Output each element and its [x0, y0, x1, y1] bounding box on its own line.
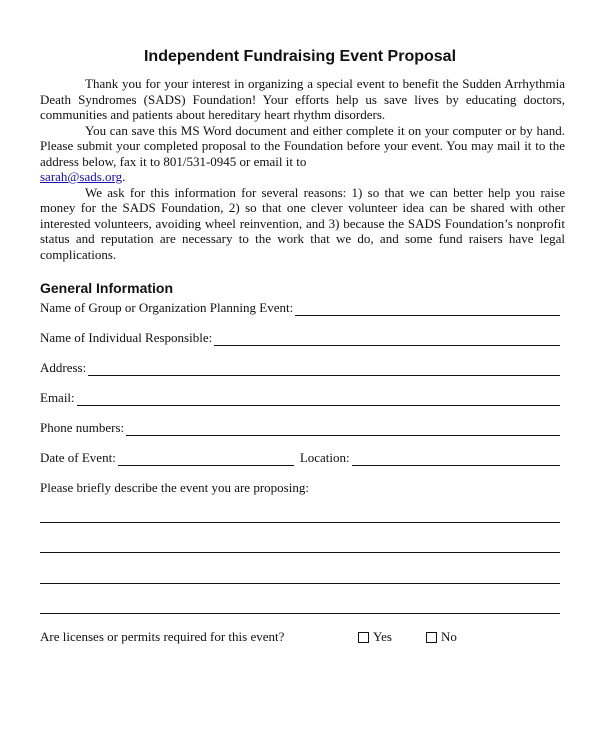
email-field[interactable] — [40, 388, 560, 406]
phone-field[interactable] — [40, 418, 560, 436]
address-field[interactable] — [40, 358, 560, 376]
date-location-field[interactable] — [40, 448, 560, 466]
no-label: No — [441, 629, 457, 644]
address-line[interactable] — [88, 363, 560, 376]
checkbox-icon[interactable] — [426, 632, 437, 643]
description-line[interactable] — [40, 522, 560, 523]
licenses-question: Are licenses or permits required for this event? — [40, 629, 285, 644]
intro-paragraph-1: Thank you for your interest in organizing a special event to benefit the Sudden Arrhythmia Death Syndromes (SADS) Foundation! Your efforts help us save lives by educating doctors, communities and patients about hereditary heart rhythm disorders. — [40, 76, 565, 122]
general-information-heading: General Information — [40, 280, 174, 296]
describe-label: Please briefly describe the event you are proposing: — [40, 480, 309, 495]
date-line[interactable] — [118, 453, 294, 466]
group-name-line[interactable] — [295, 303, 560, 316]
document-title: Independent Fundraising Event Proposal — [143, 48, 457, 65]
intro-paragraph-2-text: You can save this MS Word document and either complete it on your computer or by hand. Please submit your completed proposal to the Foundation before your event. You may mail it to the address below, fax it to 801/531-0945 or email it to — [40, 122, 565, 169]
description-line[interactable] — [40, 583, 560, 584]
individual-name-line[interactable] — [214, 333, 560, 346]
email-label: Email: — [40, 390, 75, 405]
intro-paragraph-2 — [40, 123, 565, 185]
date-label: Date of Event: — [40, 450, 116, 465]
email-line[interactable] — [77, 393, 560, 406]
licenses-row — [40, 629, 560, 647]
intro-paragraph-3: We ask for this information for several reasons: 1) so that we can better help you raise money for the SADS Foundation, 2) so that one clever volunteer idea can be shared with other interested volunteers, avoiding wheel reinvention, and 3) because the SADS Foundation’s nonprofit status and reputation are necessary to the work that we do, and some fund raisers have legal complications. — [40, 184, 565, 262]
address-label: Address: — [40, 360, 87, 375]
description-line[interactable] — [40, 552, 560, 553]
phone-label: Phone numbers: — [40, 420, 125, 435]
individual-name-label: Name of Individual Responsible: — [40, 330, 213, 345]
licenses-no-option[interactable] — [426, 629, 457, 645]
email-link[interactable]: sarah@sads.org — [40, 169, 123, 184]
description-line[interactable] — [40, 613, 560, 614]
location-label: Location: — [299, 450, 350, 465]
individual-name-field[interactable] — [40, 328, 560, 346]
phone-line[interactable] — [126, 423, 560, 436]
location-line[interactable] — [352, 453, 560, 466]
group-name-field[interactable] — [40, 298, 560, 316]
yes-label: Yes — [373, 629, 392, 644]
licenses-yes-option[interactable] — [358, 629, 392, 645]
intro-text — [40, 76, 565, 262]
group-name-label: Name of Group or Organization Planning Event: — [40, 300, 294, 315]
checkbox-icon[interactable] — [358, 632, 369, 643]
email-suffix: . — [122, 169, 126, 184]
